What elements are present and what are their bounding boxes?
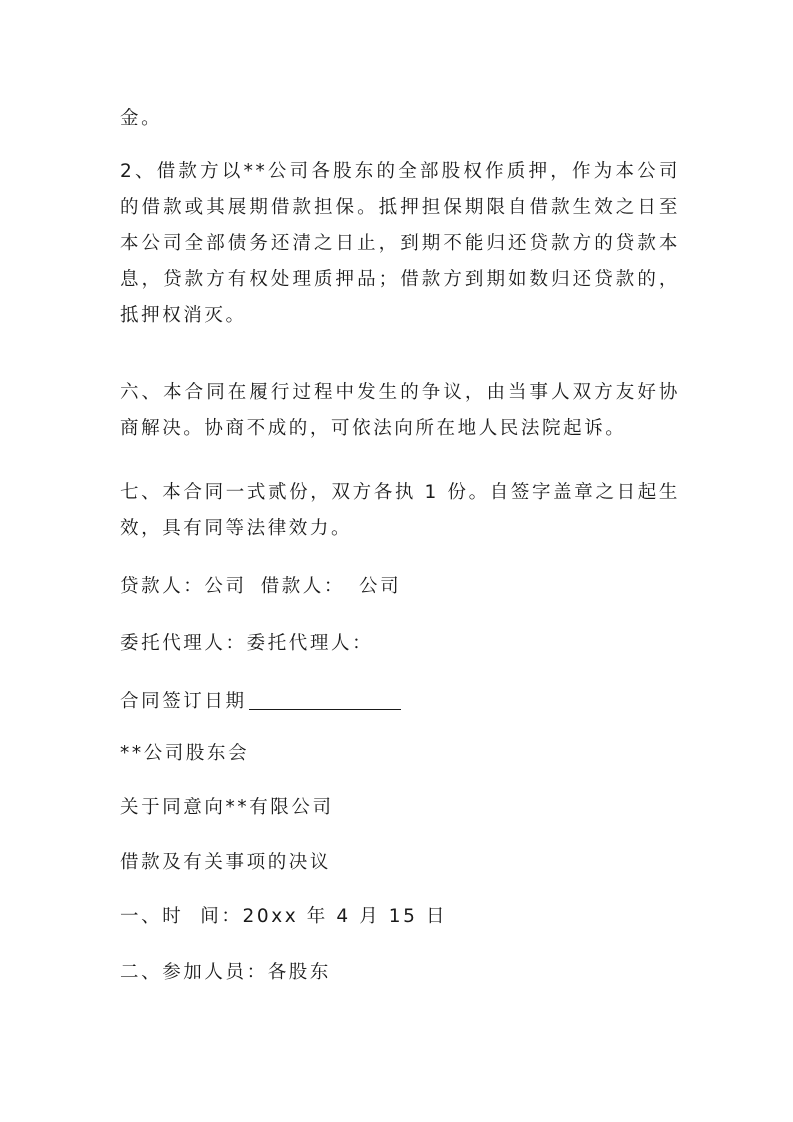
borrower-value: 公司: [359, 576, 402, 597]
attendees-value: 各股东: [267, 962, 332, 983]
text-line: 2、借款方以**公司各股东的全部股权作质押，作为本公司: [120, 161, 680, 182]
text-line: 金。: [120, 108, 163, 129]
text-line: 抵押权消灭。: [120, 305, 247, 326]
text-line: 息，贷款方有权处理质押品；借款方到期如数归还贷款的，: [120, 269, 680, 290]
agent-line: [120, 626, 680, 662]
time-value: 20xx 年 4 月 15 日: [242, 906, 448, 927]
resolution-heading-1: **公司股东会: [120, 743, 250, 764]
attendees-label: 二、参加人员：: [120, 962, 268, 983]
paragraph-clause-7: [120, 475, 680, 547]
attendees-line: [120, 955, 680, 991]
sign-date-label: 合同签订日期: [120, 691, 247, 712]
resolution-heading-2: 关于同意向**有限公司: [120, 797, 334, 818]
time-line: [120, 899, 680, 935]
sign-date-line: [120, 684, 680, 720]
paragraph-continuation: [120, 101, 680, 137]
time-label: 一、时 间：: [120, 906, 243, 927]
lender-label: 贷款人：公司: [120, 576, 247, 597]
paragraph-clause-2: [120, 154, 680, 334]
text-line: 的借款或其展期借款担保。抵押担保期限自借款生效之日至: [120, 197, 680, 218]
text-line: 七、本合同一式贰份，双方各执 1 份。自签字盖章之日起生: [120, 482, 680, 503]
resolution-heading-3: 借款及有关事项的决议: [120, 852, 332, 873]
agent-text: 委托代理人：委托代理人：: [120, 633, 374, 654]
text-line: 商解决。协商不成的，可依法向所在地人民法院起诉。: [120, 418, 627, 439]
text-line: 效，具有同等法律效力。: [120, 518, 353, 539]
text-line: 六、本合同在履行过程中发生的争议，由当事人双方友好协: [120, 382, 680, 403]
text-line: 本公司全部债务还清之日止，到期不能归还贷款方的贷款本: [120, 233, 680, 254]
sign-date-blank: [249, 689, 401, 710]
borrower-label: 借款人：: [260, 576, 346, 597]
paragraph-clause-6: [120, 375, 680, 447]
lender-borrower-line: [120, 569, 680, 605]
